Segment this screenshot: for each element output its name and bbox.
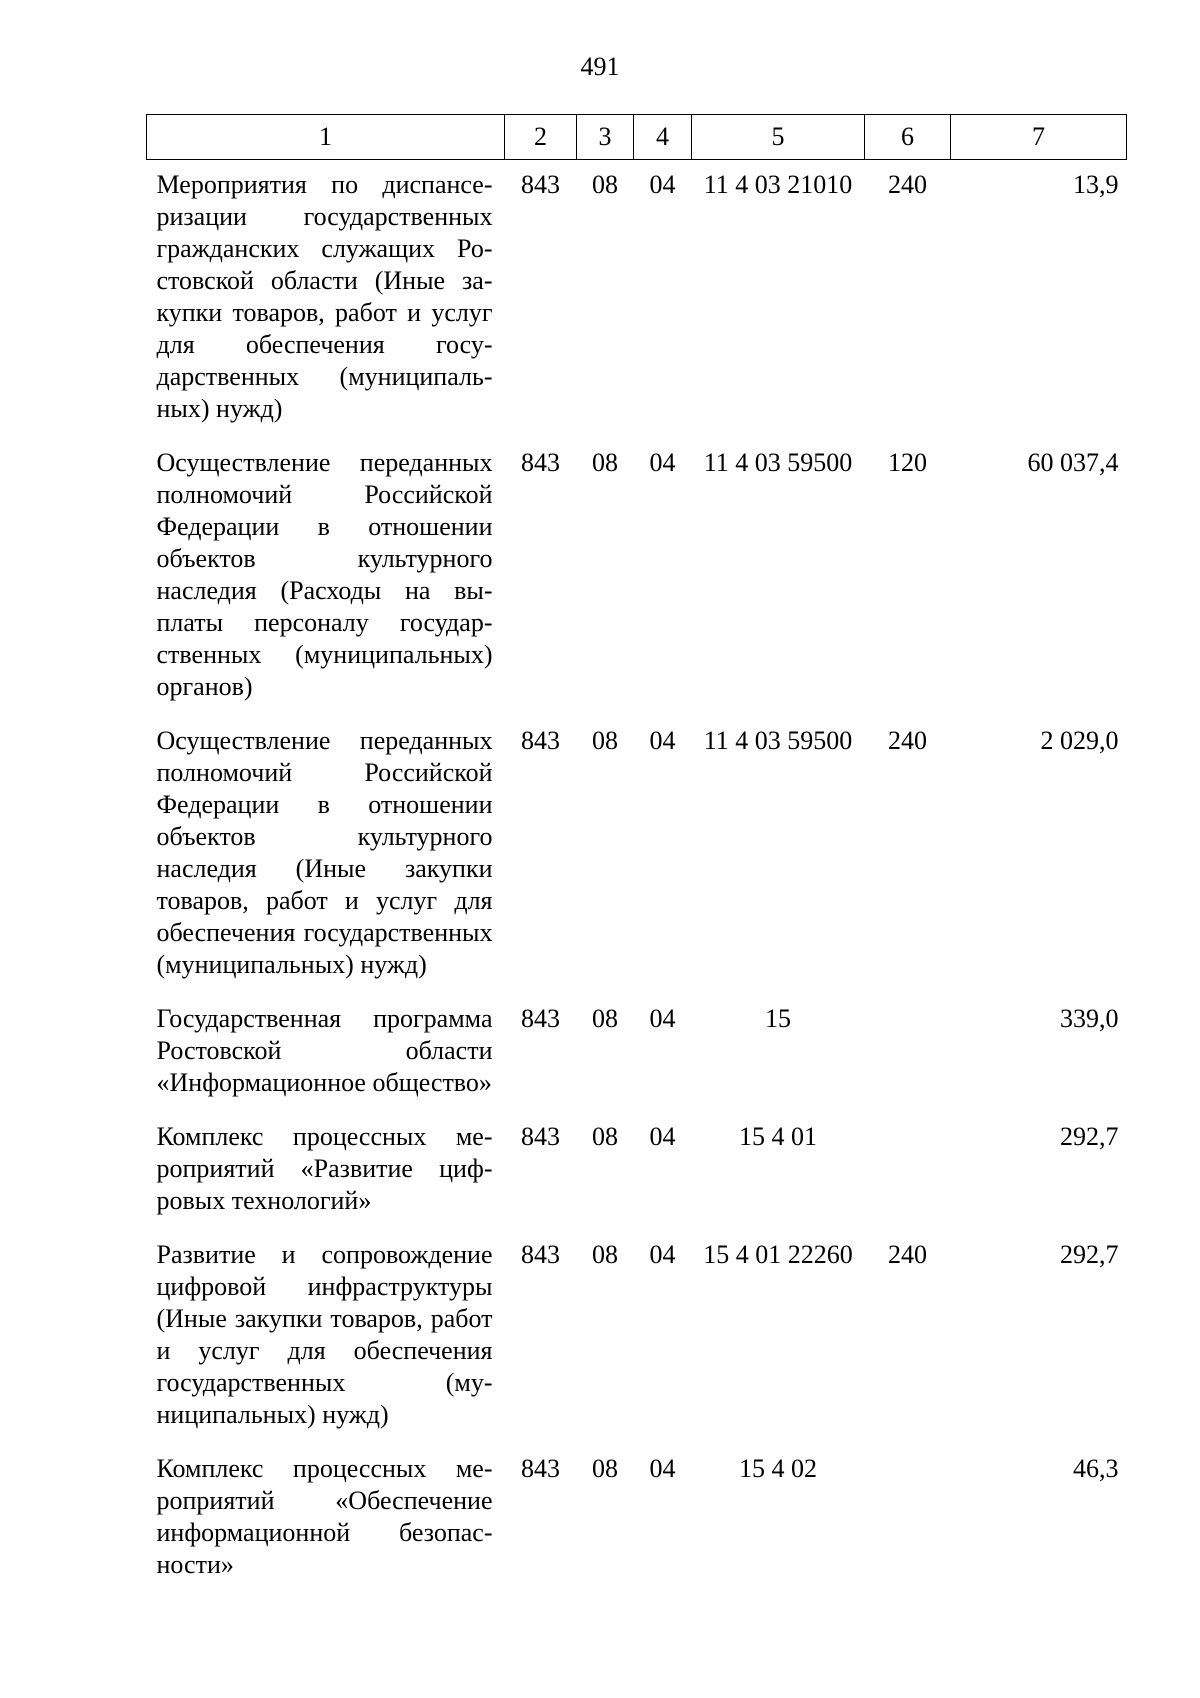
expense-name: Развитие и сопровождение цифровой инфраструктуры (Иные закупки товаров, работ и услуг для обеспечения государственных (муниципальных) нужд)	[156, 1240, 493, 1429]
expense-name: Осуществление переданных полномочий Российской Федерации в отношении объектов культурного наследия (Расходы на выплаты персоналу государственных (муниципальных) органов)	[156, 448, 493, 701]
department-code: 843	[521, 170, 560, 199]
subsection-code: 04	[649, 1122, 676, 1151]
target-article-code: 11 4 03 59500	[703, 448, 853, 477]
section-code: 08	[592, 726, 618, 755]
department-code: 843	[521, 1122, 560, 1151]
section-code: 08	[592, 1454, 618, 1483]
amount: 2 029,0	[1040, 726, 1119, 755]
target-article-code: 11 4 03 59500	[703, 726, 853, 755]
expense-name: Осуществление переданных полномочий Российской Федерации в отношении объектов культурного наследия (Иные закупки товаров, работ и услуг для обеспечения государственных (муниципальных) нужд)	[156, 726, 493, 979]
amount: 60 037,4	[1027, 448, 1119, 477]
budget-table	[146, 114, 1127, 1594]
amount: 339,0	[1060, 1004, 1119, 1033]
table-row	[147, 1444, 1127, 1594]
column-header-7: 7	[951, 115, 1127, 160]
expense-type-code	[865, 1112, 951, 1230]
expense-type-code: 240	[888, 1240, 927, 1269]
table-row	[147, 716, 1127, 994]
section-code: 08	[592, 1240, 618, 1269]
column-header-6: 6	[865, 115, 951, 160]
section-code: 08	[592, 448, 618, 477]
target-article-code: 15 4 02	[739, 1454, 817, 1483]
column-header-5: 5	[692, 115, 865, 160]
amount: 292,7	[1060, 1122, 1119, 1151]
table-row	[147, 160, 1127, 439]
target-article-code: 15 4 01 22260	[703, 1240, 853, 1269]
subsection-code: 04	[649, 448, 676, 477]
section-code: 08	[592, 1004, 618, 1033]
subsection-code: 04	[649, 170, 676, 199]
table-row	[147, 438, 1127, 716]
table-row	[147, 1112, 1127, 1230]
target-article-code: 15	[765, 1004, 791, 1033]
amount: 292,7	[1060, 1240, 1119, 1269]
table-row	[147, 994, 1127, 1112]
table-row	[147, 1230, 1127, 1444]
target-article-code: 15 4 01	[739, 1122, 817, 1151]
department-code: 843	[521, 448, 560, 477]
column-header-2: 2	[505, 115, 577, 160]
expense-name: Мероприятия по диспансеризации государственных гражданских служащих Ростовской области (Иные закупки товаров, работ и услуг для обеспечения государственных (муниципальных) нужд)	[156, 170, 493, 423]
expense-type-code: 120	[888, 448, 927, 477]
target-article-code: 11 4 03 21010	[703, 170, 853, 199]
expense-type-code: 240	[888, 726, 927, 755]
amount: 13,9	[1073, 170, 1119, 199]
section-code: 08	[592, 170, 618, 199]
department-code: 843	[521, 1004, 560, 1033]
column-header-3: 3	[577, 115, 634, 160]
amount: 46,3	[1073, 1454, 1119, 1483]
table-header-row	[147, 115, 1127, 160]
subsection-code: 04	[649, 726, 676, 755]
subsection-code: 04	[649, 1240, 676, 1269]
expense-name: Комплекс процессных мероприятий «Развитие цифровых технологий»	[156, 1122, 493, 1215]
expense-type-code: 240	[888, 170, 927, 199]
expense-name: Государственная программа Ростовской области «Информационное общество»	[156, 1004, 493, 1097]
department-code: 843	[521, 726, 560, 755]
department-code: 843	[521, 1454, 560, 1483]
expense-name: Комплекс процессных мероприятий «Обеспечение информационной безопасности»	[156, 1454, 493, 1579]
section-code: 08	[592, 1122, 618, 1151]
page-number: 491	[580, 52, 620, 81]
department-code: 843	[521, 1240, 560, 1269]
column-header-4: 4	[634, 115, 692, 160]
column-header-1: 1	[147, 115, 505, 160]
expense-type-code	[865, 994, 951, 1112]
subsection-code: 04	[649, 1454, 676, 1483]
expense-type-code	[865, 1444, 951, 1594]
subsection-code: 04	[649, 1004, 676, 1033]
